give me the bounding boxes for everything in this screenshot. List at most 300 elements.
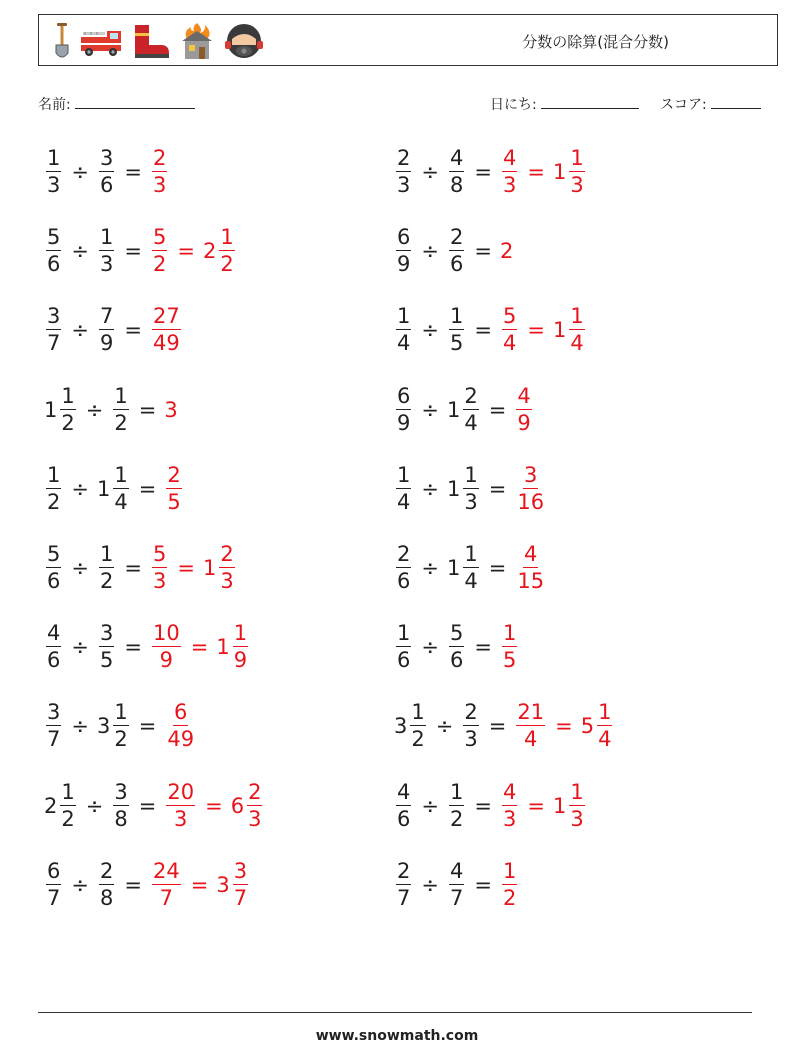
divisor xyxy=(111,383,130,435)
whole-number: 1 xyxy=(552,160,567,184)
equals-sign: = xyxy=(124,556,142,580)
fraction xyxy=(396,306,411,354)
fraction xyxy=(396,544,411,592)
answer-value xyxy=(514,462,547,514)
dividend xyxy=(394,306,413,354)
answer xyxy=(164,779,264,831)
denominator: 6 xyxy=(449,252,464,277)
answer xyxy=(150,148,169,196)
answer-equals-sign: = xyxy=(177,556,195,580)
answer-equals-sign: = xyxy=(555,714,573,739)
answer xyxy=(150,858,250,910)
answer xyxy=(150,306,183,354)
denominator: 5 xyxy=(449,331,464,356)
numerator: 3 xyxy=(47,304,61,329)
fraction xyxy=(46,306,61,354)
denominator: 3 xyxy=(397,173,411,197)
answer-value xyxy=(203,544,237,592)
answer-value xyxy=(150,306,183,354)
footer-divider xyxy=(38,1012,752,1013)
denominator: 7 xyxy=(47,885,61,910)
numerator: 1 xyxy=(411,700,425,725)
answer xyxy=(514,462,547,514)
denominator: 8 xyxy=(114,806,128,831)
answer-value xyxy=(150,544,169,592)
numerator: 2 xyxy=(397,146,411,170)
numerator: 2 xyxy=(464,383,478,408)
fraction xyxy=(396,858,411,910)
denominator: 16 xyxy=(517,489,545,514)
denominator: 5 xyxy=(99,648,114,673)
divisor xyxy=(97,306,116,354)
numerator: 7 xyxy=(99,304,114,329)
fraction xyxy=(569,779,584,831)
problem-item xyxy=(44,299,183,361)
whole-number: 3 xyxy=(164,397,178,422)
answer-equals-sign: = xyxy=(205,793,223,818)
answer-equals-sign: = xyxy=(190,635,209,660)
divisor xyxy=(97,544,116,592)
fraction xyxy=(569,306,584,354)
denominator: 3 xyxy=(220,569,234,593)
fraction xyxy=(113,779,128,831)
divide-sign: ÷ xyxy=(85,397,104,422)
whole-number: 2 xyxy=(44,793,58,818)
denominator: 2 xyxy=(152,252,167,277)
numerator: 1 xyxy=(570,779,584,804)
answer xyxy=(150,623,250,671)
dividend xyxy=(44,227,63,275)
equals-sign: = xyxy=(488,397,507,422)
whole-number: 1 xyxy=(552,318,567,343)
denominator: 3 xyxy=(464,727,478,752)
date-field xyxy=(490,94,639,114)
numerator: 1 xyxy=(220,225,234,250)
denominator: 3 xyxy=(47,173,61,197)
denominator: 7 xyxy=(233,885,248,910)
problem-item xyxy=(394,854,519,916)
equals-sign: = xyxy=(138,793,157,818)
fraction xyxy=(99,306,114,354)
denominator: 6 xyxy=(47,648,61,673)
fraction xyxy=(113,702,128,750)
fraction xyxy=(449,779,464,831)
fraction xyxy=(99,544,114,592)
divide-sign: ÷ xyxy=(421,556,439,580)
denominator: 49 xyxy=(167,727,195,752)
equals-sign: = xyxy=(138,714,157,739)
fraction xyxy=(516,462,545,514)
divisor xyxy=(97,858,116,910)
fraction xyxy=(152,148,167,196)
problem-item xyxy=(44,775,264,837)
dividend xyxy=(44,779,78,831)
denominator: 4 xyxy=(502,331,517,356)
denominator: 4 xyxy=(598,727,612,752)
denominator: 7 xyxy=(47,331,61,356)
answer-value xyxy=(164,779,197,831)
divisor xyxy=(447,306,466,354)
fraction xyxy=(569,148,584,196)
fraction xyxy=(502,148,517,196)
denominator: 9 xyxy=(233,648,248,673)
dividend xyxy=(44,462,63,514)
numerator: 5 xyxy=(47,225,61,250)
denominator: 4 xyxy=(464,410,478,435)
answer xyxy=(164,462,183,514)
numerator: 5 xyxy=(502,304,517,329)
fraction xyxy=(46,858,61,910)
fraction xyxy=(46,227,61,275)
numerator: 1 xyxy=(397,462,411,487)
numerator: 24 xyxy=(152,858,180,883)
divide-sign: ÷ xyxy=(421,318,439,343)
denominator: 9 xyxy=(159,648,174,673)
divisor xyxy=(446,462,481,514)
numerator: 6 xyxy=(174,700,188,725)
problem-item xyxy=(394,299,587,361)
denominator: 2 xyxy=(61,806,75,831)
equals-sign: = xyxy=(474,635,492,660)
divide-sign: ÷ xyxy=(421,160,439,184)
fraction xyxy=(463,383,478,435)
numerator: 4 xyxy=(449,146,464,170)
numerator: 1 xyxy=(570,304,584,329)
fraction xyxy=(233,623,248,671)
dividend xyxy=(44,383,78,435)
divide-sign: ÷ xyxy=(421,397,439,422)
numerator: 1 xyxy=(233,621,248,646)
problem-item xyxy=(394,141,587,203)
numerator: 3 xyxy=(114,779,128,804)
fraction xyxy=(396,227,411,275)
fraction xyxy=(597,702,612,750)
header-icons xyxy=(53,21,265,61)
denominator: 7 xyxy=(47,727,61,752)
numerator: 2 xyxy=(220,542,234,566)
numerator: 1 xyxy=(47,462,61,487)
numerator: 2 xyxy=(397,858,411,883)
answer-value xyxy=(150,227,169,275)
numerator: 3 xyxy=(233,858,248,883)
denominator: 3 xyxy=(99,252,114,277)
divisor xyxy=(96,462,131,514)
divide-sign: ÷ xyxy=(71,635,89,660)
answer-value xyxy=(164,398,178,422)
equals-sign: = xyxy=(488,556,507,580)
denominator: 7 xyxy=(449,885,464,910)
whole-number: 1 xyxy=(446,556,461,580)
answer-value xyxy=(216,858,250,910)
problem-item xyxy=(44,379,179,441)
fraction xyxy=(233,858,248,910)
denominator: 2 xyxy=(502,885,517,910)
numerator: 4 xyxy=(449,858,464,883)
denominator: 2 xyxy=(99,569,114,593)
equals-sign: = xyxy=(124,239,142,264)
numerator: 2 xyxy=(167,462,181,487)
divisor xyxy=(461,702,480,750)
date-blank[interactable] xyxy=(541,94,639,109)
denominator: 4 xyxy=(524,727,538,752)
divide-sign: ÷ xyxy=(71,318,89,343)
answer xyxy=(500,623,519,671)
equals-sign: = xyxy=(474,872,492,897)
divide-sign: ÷ xyxy=(71,160,89,184)
numerator: 1 xyxy=(61,779,75,804)
equals-sign: = xyxy=(488,714,507,739)
divide-sign: ÷ xyxy=(71,714,89,739)
numerator: 1 xyxy=(114,383,128,408)
numerator: 1 xyxy=(397,304,411,329)
answer-value xyxy=(581,702,615,750)
divide-sign: ÷ xyxy=(421,476,439,501)
fraction xyxy=(449,227,464,275)
fraction xyxy=(449,148,464,196)
denominator: 8 xyxy=(99,885,114,910)
numerator: 2 xyxy=(248,779,262,804)
dividend xyxy=(394,383,413,435)
whole-number: 1 xyxy=(96,476,111,501)
denominator: 15 xyxy=(517,569,545,593)
problem-item xyxy=(44,695,197,757)
denominator: 3 xyxy=(174,806,188,831)
divisor xyxy=(447,227,466,275)
equals-sign: = xyxy=(474,239,492,264)
answer-equals-sign: = xyxy=(177,239,195,264)
numerator: 1 xyxy=(99,542,114,566)
fraction xyxy=(166,779,195,831)
problem-item xyxy=(394,379,534,441)
answer xyxy=(514,702,614,750)
divisor xyxy=(111,779,130,831)
divisor xyxy=(97,623,116,671)
denominator: 49 xyxy=(152,331,180,356)
divide-sign: ÷ xyxy=(421,872,439,897)
name-blank[interactable] xyxy=(75,94,195,109)
problem-item xyxy=(44,616,250,678)
fraction xyxy=(99,148,114,196)
dividend xyxy=(394,148,413,196)
dividend xyxy=(394,462,413,514)
equals-sign: = xyxy=(124,318,142,343)
whole-number: 1 xyxy=(446,397,461,422)
answer xyxy=(514,383,533,435)
numerator: 1 xyxy=(464,462,478,487)
denominator: 9 xyxy=(99,331,114,356)
denominator: 6 xyxy=(99,173,114,197)
burning-house-icon xyxy=(179,21,215,61)
problem-item xyxy=(394,616,519,678)
whole-number: 1 xyxy=(446,476,461,501)
whole-number: 2 xyxy=(202,239,217,264)
fraction xyxy=(166,702,195,750)
problem-item xyxy=(44,854,250,916)
worksheet-title: 分数の除算(混合分数) xyxy=(522,33,669,51)
fraction xyxy=(152,623,181,671)
fraction xyxy=(46,544,61,592)
fraction xyxy=(46,702,61,750)
boot-icon xyxy=(131,21,171,61)
answer xyxy=(514,544,547,592)
answer-value xyxy=(164,462,183,514)
fraction xyxy=(99,227,114,275)
divide-sign: ÷ xyxy=(421,793,439,818)
divide-sign: ÷ xyxy=(421,635,439,660)
divisor xyxy=(97,227,116,275)
divide-sign: ÷ xyxy=(71,476,89,501)
fraction xyxy=(46,623,61,671)
numerator: 10 xyxy=(152,621,180,646)
numerator: 3 xyxy=(99,146,114,170)
fraction xyxy=(152,227,167,275)
denominator: 5 xyxy=(167,489,181,514)
answer xyxy=(164,398,178,422)
dividend xyxy=(394,858,413,910)
numerator: 4 xyxy=(517,383,531,408)
denominator: 2 xyxy=(61,410,75,435)
fraction xyxy=(463,702,478,750)
denominator: 6 xyxy=(47,569,61,593)
fraction xyxy=(396,383,411,435)
fraction xyxy=(396,779,411,831)
numerator: 5 xyxy=(152,542,167,566)
dividend xyxy=(44,623,63,671)
numerator: 3 xyxy=(524,462,538,487)
denominator: 6 xyxy=(397,806,411,831)
whole-number: 6 xyxy=(230,793,245,818)
equals-sign: = xyxy=(124,872,142,897)
denominator: 4 xyxy=(464,569,478,593)
answer-value xyxy=(500,858,519,910)
fraction xyxy=(113,462,128,514)
answer-value xyxy=(203,227,237,275)
name-field xyxy=(38,94,195,114)
answer xyxy=(150,544,237,592)
numerator: 1 xyxy=(114,462,128,487)
denominator: 6 xyxy=(47,252,61,277)
numerator: 1 xyxy=(598,700,612,725)
whole-number: 1 xyxy=(216,635,230,660)
numerator: 6 xyxy=(397,225,411,250)
equals-sign: = xyxy=(474,793,492,818)
answer-value xyxy=(150,623,183,671)
answer-value xyxy=(552,779,587,831)
numerator: 1 xyxy=(449,779,464,804)
denominator: 3 xyxy=(152,173,167,197)
problem-item xyxy=(394,458,547,520)
fraction xyxy=(502,623,517,671)
denominator: 9 xyxy=(397,410,411,435)
denominator: 2 xyxy=(220,252,234,277)
fraction xyxy=(152,544,167,592)
numerator: 4 xyxy=(397,779,411,804)
equals-sign: = xyxy=(124,635,142,660)
divide-sign: ÷ xyxy=(435,714,454,739)
denominator: 6 xyxy=(397,648,411,673)
answer-value xyxy=(500,623,519,671)
denominator: 6 xyxy=(449,648,464,673)
whole-number: 1 xyxy=(552,793,567,818)
answer-value xyxy=(230,779,265,831)
answer xyxy=(164,702,197,750)
divide-sign: ÷ xyxy=(71,872,89,897)
divisor xyxy=(447,544,481,592)
fraction xyxy=(449,623,464,671)
numerator: 6 xyxy=(397,383,411,408)
fraction xyxy=(99,858,114,910)
denominator: 7 xyxy=(397,885,411,910)
problem-item xyxy=(44,141,169,203)
score-field xyxy=(660,94,761,114)
name-label: 名前: xyxy=(38,97,71,113)
answer-value xyxy=(514,383,533,435)
answer-value xyxy=(500,148,519,196)
equals-sign: = xyxy=(474,318,492,343)
denominator: 9 xyxy=(397,252,411,277)
problem-item xyxy=(44,458,184,520)
denominator: 9 xyxy=(517,410,531,435)
header-box xyxy=(38,14,778,66)
denominator: 2 xyxy=(449,806,464,831)
denominator: 7 xyxy=(159,885,174,910)
denominator: 3 xyxy=(464,489,478,514)
answer-value xyxy=(150,858,183,910)
numerator: 5 xyxy=(449,621,464,646)
numerator: 2 xyxy=(152,146,167,170)
answer-value xyxy=(216,623,250,671)
numerator: 1 xyxy=(61,383,75,408)
equals-sign: = xyxy=(138,476,157,501)
equals-sign: = xyxy=(124,160,142,184)
divide-sign: ÷ xyxy=(421,239,439,264)
date-label: 日にち: xyxy=(490,97,537,113)
numerator: 1 xyxy=(502,858,517,883)
answer xyxy=(500,779,587,831)
numerator: 2 xyxy=(464,700,478,725)
denominator: 4 xyxy=(570,331,584,356)
score-blank[interactable] xyxy=(711,94,761,109)
dividend xyxy=(44,858,63,910)
whole-number: 1 xyxy=(44,397,58,422)
divisor xyxy=(447,623,466,671)
numerator: 4 xyxy=(502,779,517,804)
numerator: 1 xyxy=(114,700,128,725)
answer xyxy=(500,148,587,196)
numerator: 3 xyxy=(99,621,114,646)
denominator: 2 xyxy=(47,489,61,514)
answer-value xyxy=(500,306,519,354)
dividend xyxy=(44,306,63,354)
whole-number: 3 xyxy=(216,872,230,897)
numerator: 27 xyxy=(152,304,180,329)
numerator: 4 xyxy=(502,146,517,170)
numerator: 4 xyxy=(47,621,61,646)
fraction xyxy=(410,702,425,750)
fraction xyxy=(502,779,517,831)
fraction xyxy=(502,306,517,354)
whole-number: 3 xyxy=(394,714,408,739)
dividend xyxy=(44,148,63,196)
divisor xyxy=(447,779,466,831)
shovel-icon xyxy=(53,21,71,61)
dividend xyxy=(394,623,413,671)
answer-value xyxy=(164,702,197,750)
answer-value xyxy=(514,544,547,592)
answer-value xyxy=(500,239,514,263)
dividend xyxy=(394,779,413,831)
dividend xyxy=(394,227,413,275)
